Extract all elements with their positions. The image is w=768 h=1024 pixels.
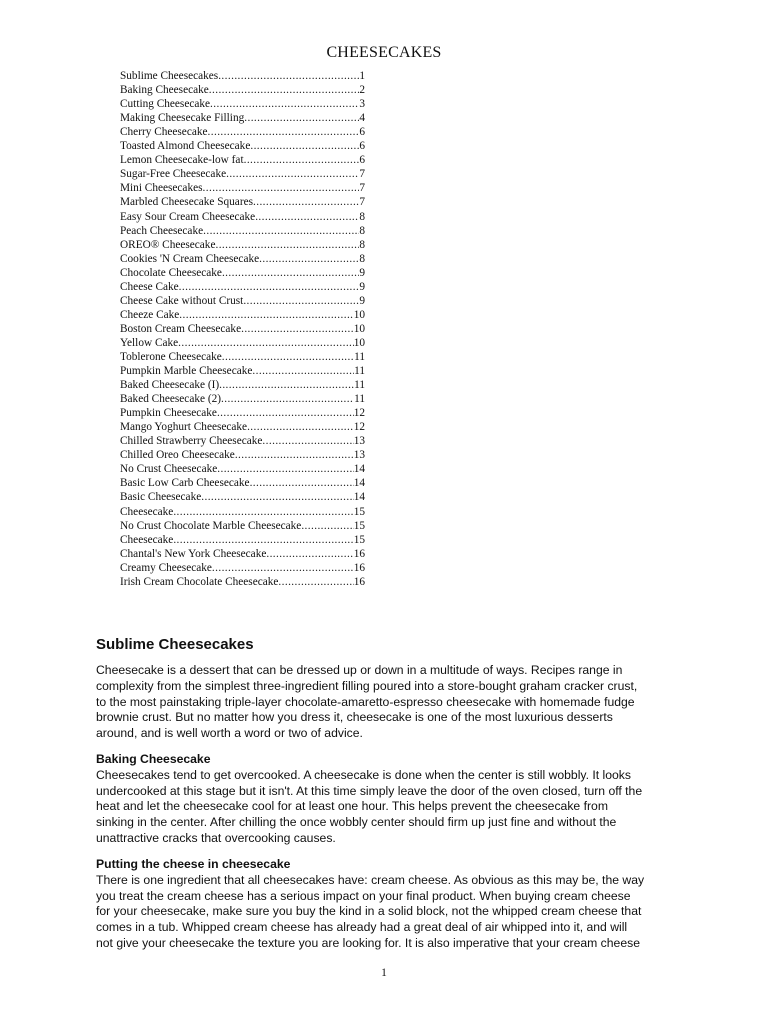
toc-entry-label: Making Cheesecake Filling [120, 112, 245, 125]
toc-entry[interactable] [120, 294, 365, 308]
toc-entry-label: Yellow Cake [120, 336, 179, 349]
toc-entry-label: Sublime Cheesecakes [120, 70, 219, 83]
toc-dot-leader [235, 448, 354, 462]
toc-entry-label: Easy Sour Cream Cheesecake [120, 210, 256, 223]
toc-entry[interactable] [120, 97, 365, 111]
toc-entry[interactable] [120, 490, 365, 504]
toc-entry[interactable] [120, 350, 365, 364]
toc-entry-page: 14 [353, 477, 365, 490]
toc-entry-page: 7 [359, 196, 365, 209]
toc-entry[interactable] [120, 209, 365, 223]
toc-entry[interactable] [120, 195, 365, 209]
toc-dot-leader [250, 139, 359, 153]
toc-entry-page: 10 [353, 308, 365, 321]
paragraph-line: Cheesecake is a dessert that can be dressed up or down in a multitude of ways. Recipes range in [96, 663, 623, 677]
toc-entry-label: Cheesecake [120, 505, 174, 518]
toc-dot-leader [241, 322, 354, 336]
paragraph-line: not give your cheesecake the texture you are looking for. It is also imperative that your cream cheese [96, 935, 640, 950]
toc-dot-leader [179, 308, 353, 322]
toc-dot-leader [173, 533, 353, 547]
toc-entry-page: 4 [359, 112, 365, 125]
toc-dot-leader [178, 336, 354, 350]
toc-entry-page: 8 [359, 210, 365, 223]
toc-entry-page: 8 [359, 238, 365, 251]
toc-entry-label: Cheeze Cake [120, 308, 180, 321]
toc-entry-page: 2 [359, 84, 365, 97]
toc-dot-leader [221, 392, 354, 406]
toc-dot-leader [255, 210, 359, 224]
toc-dot-leader [179, 280, 360, 294]
toc-dot-leader [243, 294, 359, 308]
toc-entry-page: 10 [353, 322, 365, 335]
cheese-section [96, 857, 681, 952]
toc-entry-page: 7 [359, 168, 365, 181]
toc-dot-leader [250, 476, 354, 490]
toc-entry[interactable] [120, 392, 365, 406]
toc-entry-label: No Crust Chocolate Marble Cheesecake [120, 519, 302, 532]
toc-entry-label: Baking Cheesecake [120, 84, 209, 97]
paragraph-line: complexity from the simplest three-ingredient filling poured into a store-bought graham cracker crust, [96, 678, 638, 693]
paragraph-line: undercooked at this stage but it isn't. At this time simply leave the door of the oven closed, turn off the [96, 783, 643, 798]
toc-dot-leader [244, 111, 359, 125]
toc-entry-page: 8 [359, 252, 365, 265]
toc-entry[interactable] [120, 308, 365, 322]
cheese-heading: Putting the cheese in cheesecake [96, 857, 291, 871]
paragraph-line: to the most painstaking triple-layer chocolate-amaretto-espresso cheesecake with homemade fudge [96, 694, 635, 709]
toc-entry-label: Basic Cheesecake [120, 491, 202, 504]
toc-entry[interactable] [120, 575, 365, 589]
toc-entry-page: 16 [353, 547, 365, 560]
toc-dot-leader [208, 125, 360, 139]
toc-entry[interactable] [120, 547, 365, 561]
toc-entry[interactable] [120, 378, 365, 392]
toc-dot-leader [253, 195, 359, 209]
toc-entry-page: 9 [359, 266, 365, 279]
toc-entry[interactable] [120, 420, 365, 434]
toc-entry[interactable] [120, 111, 365, 125]
toc-entry-page: 6 [359, 126, 365, 139]
toc-entry-page: 9 [359, 280, 365, 293]
toc-entry-page: 9 [359, 294, 365, 307]
toc-entry[interactable] [120, 476, 365, 490]
toc-entry-page: 11 [354, 365, 365, 378]
toc-entry-page: 13 [353, 449, 365, 462]
paragraph-line: heat and let the cheesecake cool for at least one hour. This helps prevent the cheesecake from [96, 799, 608, 814]
toc-entry-page: 13 [353, 435, 365, 448]
toc-entry-page: 16 [353, 575, 365, 588]
toc-entry-page: 15 [353, 533, 365, 546]
toc-entry[interactable] [120, 181, 365, 195]
toc-entry-page: 14 [353, 491, 365, 504]
paragraph-line: unattractive cracks that overcooking causes. [96, 830, 336, 845]
toc-entry-label: Chocolate Cheesecake [120, 266, 222, 279]
toc-entry[interactable] [120, 266, 365, 280]
toc-entry-label: Mango Yoghurt Cheesecake [120, 421, 248, 434]
toc-dot-leader [259, 252, 359, 266]
toc-entry-page: 3 [359, 98, 365, 111]
toc-dot-leader [278, 575, 353, 589]
paragraph-line: sinking in the center. After chilling the once wobbly center should firm up just fine and without the [96, 815, 617, 830]
toc-entry-page: 15 [353, 519, 365, 532]
toc-entry-page: 7 [359, 182, 365, 195]
toc-entry-label: Marbled Cheesecake Squares [120, 196, 253, 209]
paragraph-line: for your cheesecake, make sure you buy the kind in a solid block, not the whipped cream cheese that [96, 904, 642, 919]
toc-entry[interactable] [120, 280, 365, 294]
toc-dot-leader [212, 561, 354, 575]
toc-entry[interactable] [120, 83, 365, 97]
toc-entry-page: 11 [354, 379, 365, 392]
toc-entry[interactable] [120, 434, 365, 448]
toc-dot-leader [222, 350, 354, 364]
toc-dot-leader [218, 69, 359, 83]
toc-entry[interactable] [120, 519, 365, 533]
toc-entry-label: Mini Cheesecakes [120, 182, 203, 195]
toc-entry-label: Boston Cream Cheesecake [120, 322, 242, 335]
toc-entry[interactable] [120, 153, 365, 167]
toc-dot-leader [252, 364, 354, 378]
toc-entry-label: Cutting Cheesecake [120, 98, 211, 111]
toc-entry-label: Cherry Cheesecake [120, 126, 208, 139]
toc-entry-page: 15 [353, 505, 365, 518]
paragraph-line: around, and is well worth a word or two of advice. [96, 726, 363, 741]
toc-entry-page: 10 [353, 336, 365, 349]
toc-entry[interactable] [120, 167, 365, 181]
toc-entry[interactable] [120, 504, 365, 518]
toc-dot-leader [301, 519, 353, 533]
paragraph-line: you treat the cream cheese has a serious impact on your final product. When buying cream cheese [96, 888, 631, 903]
toc-entry[interactable] [120, 238, 365, 252]
toc-entry-label: OREO® Cheesecake [120, 238, 216, 251]
baking-heading: Baking Cheesecake [96, 752, 211, 766]
paragraph-line: Cheesecakes tend to get overcooked. A cheesecake is done when the center is still wobbly. It looks [96, 767, 631, 782]
section-heading: Sublime Cheesecakes [96, 636, 254, 653]
toc-entry-label: Cheese Cake [120, 280, 179, 293]
toc-entry-page: 6 [359, 140, 365, 153]
toc-entry-page: 6 [359, 154, 365, 167]
toc-entry[interactable] [120, 406, 365, 420]
toc-dot-leader [262, 434, 353, 448]
toc-entry-label: Chantal's New York Cheesecake [120, 547, 267, 560]
toc-entry-label: Baked Cheesecake (2) [120, 393, 221, 406]
toc-dot-leader [203, 181, 360, 195]
paragraph-line: brownie crust. But no matter how you dress it, cheesecake is one of the most luxurious desserts [96, 710, 613, 725]
toc-entry-label: Chilled Oreo Cheesecake [120, 449, 235, 462]
toc-entry-label: Pumpkin Cheesecake [120, 407, 217, 420]
toc-entry[interactable] [120, 139, 365, 153]
toc-entry[interactable] [120, 462, 365, 476]
toc-dot-leader [244, 153, 360, 167]
toc-entry[interactable] [120, 448, 365, 462]
toc-entry-label: Cookies 'N Cream Cheesecake [120, 252, 260, 265]
toc-entry-label: Sugar-Free Cheesecake [120, 168, 227, 181]
toc-entry[interactable] [120, 69, 365, 83]
toc-dot-leader [215, 238, 359, 252]
toc-dot-leader [217, 462, 353, 476]
paragraph-line: There is one ingredient that all cheesecakes have: cream cheese. As obvious as this may be, the way [96, 872, 645, 887]
toc-entry-label: Irish Cream Chocolate Cheesecake [120, 575, 279, 588]
toc-entry-label: Chilled Strawberry Cheesecake [120, 435, 263, 448]
toc-dot-leader [247, 420, 354, 434]
toc-dot-leader [217, 406, 354, 420]
table-of-contents [120, 69, 365, 589]
toc-entry-label: Basic Low Carb Cheesecake [120, 477, 250, 490]
toc-entry[interactable] [120, 252, 365, 266]
page-number: 1 [381, 967, 387, 979]
toc-dot-leader [226, 167, 359, 181]
toc-entry[interactable] [120, 125, 365, 139]
toc-entry[interactable] [120, 322, 365, 336]
toc-dot-leader [203, 224, 359, 238]
toc-entry-label: Toblerone Cheesecake [120, 350, 222, 363]
paragraph-line: comes in a tub. Whipped cream cheese has already had a great deal of air whipped into it, and will [96, 920, 628, 935]
toc-entry-label: Peach Cheesecake [120, 224, 204, 237]
toc-entry-page: 12 [353, 407, 365, 420]
baking-section [96, 752, 681, 847]
toc-title: CHEESECAKES [326, 44, 442, 61]
toc-entry-label: Creamy Cheesecake [120, 561, 212, 574]
toc-dot-leader [209, 83, 360, 97]
toc-dot-leader [266, 547, 353, 561]
toc-entry[interactable] [120, 336, 365, 350]
toc-entry[interactable] [120, 533, 365, 547]
toc-dot-leader [210, 97, 359, 111]
toc-dot-leader [201, 490, 353, 504]
toc-entry-page: 8 [359, 224, 365, 237]
toc-entry-label: Lemon Cheesecake-low fat [120, 154, 244, 167]
toc-entry-label: Baked Cheesecake (I) [120, 379, 220, 392]
toc-entry-page: 11 [354, 393, 365, 406]
intro-paragraph [96, 663, 681, 742]
toc-dot-leader [222, 266, 359, 280]
toc-entry[interactable] [120, 224, 365, 238]
toc-entry-label: Cheesecake [120, 533, 174, 546]
toc-entry[interactable] [120, 561, 365, 575]
toc-entry-page: 12 [353, 421, 365, 434]
toc-entry-label: Toasted Almond Cheesecake [120, 140, 251, 153]
toc-entry-page: 14 [353, 463, 365, 476]
toc-entry-page: 1 [359, 70, 365, 83]
toc-entry-page: 11 [354, 350, 365, 363]
toc-dot-leader [173, 505, 353, 519]
toc-entry-label: No Crust Cheesecake [120, 463, 218, 476]
toc-entry-label: Cheese Cake without Crust [120, 294, 244, 307]
toc-dot-leader [219, 378, 354, 392]
toc-entry-label: Pumpkin Marble Cheesecake [120, 365, 253, 378]
toc-entry[interactable] [120, 364, 365, 378]
toc-entry-page: 16 [353, 561, 365, 574]
